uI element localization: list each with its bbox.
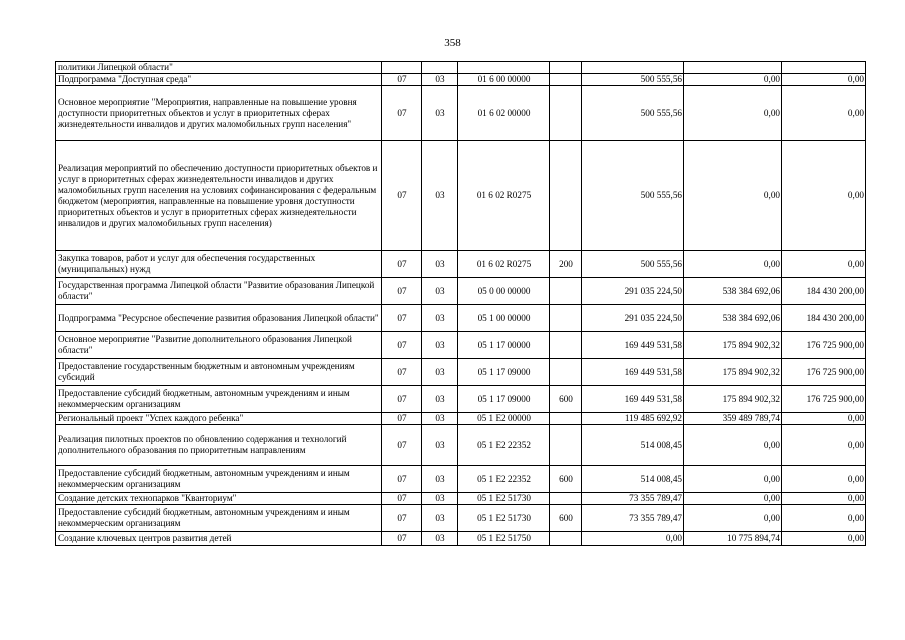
- glavn-code: 07: [382, 141, 422, 251]
- table-row: [56, 413, 866, 425]
- target-article-code: [458, 62, 550, 74]
- glavn-code: 07: [382, 413, 422, 425]
- glavn-code: 07: [382, 332, 422, 359]
- page-number: 358: [444, 37, 461, 49]
- table-row: [56, 251, 866, 278]
- target-article-code: 05 1 E2 51750: [458, 532, 550, 546]
- amount-year-2: 0,00: [684, 141, 782, 251]
- amount-year-1: 500 555,56: [582, 86, 684, 141]
- table-row: [56, 74, 866, 86]
- amount-year-2: 10 775 894,74: [684, 532, 782, 546]
- section-code: 03: [422, 86, 458, 141]
- section-code: 03: [422, 466, 458, 493]
- glavn-code: 07: [382, 278, 422, 305]
- table-row: [56, 359, 866, 386]
- expense-type-code: [550, 532, 582, 546]
- row-name: Создание ключевых центров развития детей: [56, 532, 382, 546]
- amount-year-3: 0,00: [782, 413, 866, 425]
- amount-year-1: [582, 62, 684, 74]
- expense-type-code: [550, 86, 582, 141]
- section-code: 03: [422, 251, 458, 278]
- target-article-code: 05 1 E2 22352: [458, 425, 550, 466]
- target-article-code: 01 6 02 R0275: [458, 141, 550, 251]
- table-row: [56, 466, 866, 493]
- amount-year-3: 176 725 900,00: [782, 359, 866, 386]
- amount-year-1: 169 449 531,58: [582, 332, 684, 359]
- amount-year-2: 0,00: [684, 74, 782, 86]
- amount-year-3: 0,00: [782, 86, 866, 141]
- row-name: Подпрограмма "Доступная среда": [56, 74, 382, 86]
- target-article-code: 05 0 00 00000: [458, 278, 550, 305]
- amount-year-1: 291 035 224,50: [582, 278, 684, 305]
- table-row: [56, 86, 866, 141]
- expense-type-code: 600: [550, 466, 582, 493]
- glavn-code: 07: [382, 466, 422, 493]
- amount-year-2: 0,00: [684, 505, 782, 532]
- section-code: 03: [422, 332, 458, 359]
- amount-year-3: 0,00: [782, 466, 866, 493]
- glavn-code: [382, 62, 422, 74]
- expense-type-code: [550, 278, 582, 305]
- expense-type-code: [550, 74, 582, 86]
- expense-type-code: [550, 493, 582, 505]
- section-code: 03: [422, 493, 458, 505]
- row-name: Создание детских технопарков "Кванториум": [56, 493, 382, 505]
- expense-type-code: [550, 305, 582, 332]
- target-article-code: 01 6 02 R0275: [458, 251, 550, 278]
- amount-year-1: 500 555,56: [582, 251, 684, 278]
- amount-year-2: 175 894 902,32: [684, 359, 782, 386]
- glavn-code: 07: [382, 305, 422, 332]
- amount-year-2: 0,00: [684, 493, 782, 505]
- amount-year-2: 0,00: [684, 425, 782, 466]
- table-row: [56, 278, 866, 305]
- amount-year-3: 0,00: [782, 493, 866, 505]
- glavn-code: 07: [382, 493, 422, 505]
- row-name: Предоставление государственным бюджетным и автономным учреждениям субсидий: [56, 359, 382, 386]
- amount-year-1: 73 355 789,47: [582, 493, 684, 505]
- table-row: [56, 141, 866, 251]
- amount-year-1: 291 035 224,50: [582, 305, 684, 332]
- row-name: Государственная программа Липецкой области "Развитие образования Липецкой области": [56, 278, 382, 305]
- amount-year-3: 184 430 200,00: [782, 305, 866, 332]
- amount-year-1: 119 485 692,92: [582, 413, 684, 425]
- amount-year-2: 538 384 692,06: [684, 305, 782, 332]
- amount-year-3: [782, 62, 866, 74]
- table-row: [56, 305, 866, 332]
- table-row: [56, 332, 866, 359]
- amount-year-3: 0,00: [782, 251, 866, 278]
- expense-type-code: 200: [550, 251, 582, 278]
- section-code: 03: [422, 413, 458, 425]
- target-article-code: 01 6 02 00000: [458, 86, 550, 141]
- glavn-code: 07: [382, 386, 422, 413]
- row-name: Предоставление субсидий бюджетным, автономным учреждениям и иным некоммерческим организациям: [56, 466, 382, 493]
- amount-year-3: 184 430 200,00: [782, 278, 866, 305]
- section-code: [422, 62, 458, 74]
- amount-year-3: 0,00: [782, 74, 866, 86]
- table-row: [56, 505, 866, 532]
- row-name: Предоставление субсидий бюджетным, автономным учреждениям и иным некоммерческим организациям: [56, 386, 382, 413]
- target-article-code: 05 1 17 00000: [458, 332, 550, 359]
- expense-type-code: [550, 359, 582, 386]
- row-name: Региональный проект "Успех каждого ребенка": [56, 413, 382, 425]
- table-row: [56, 532, 866, 546]
- amount-year-3: 0,00: [782, 425, 866, 466]
- glavn-code: 07: [382, 74, 422, 86]
- amount-year-3: 176 725 900,00: [782, 386, 866, 413]
- section-code: 03: [422, 141, 458, 251]
- expense-type-code: [550, 425, 582, 466]
- expense-type-code: [550, 413, 582, 425]
- expense-type-code: [550, 332, 582, 359]
- table-row: [56, 62, 866, 74]
- amount-year-2: 175 894 902,32: [684, 332, 782, 359]
- glavn-code: 07: [382, 425, 422, 466]
- target-article-code: 05 1 E2 51730: [458, 493, 550, 505]
- target-article-code: 05 1 E2 22352: [458, 466, 550, 493]
- amount-year-1: 73 355 789,47: [582, 505, 684, 532]
- table-row: [56, 493, 866, 505]
- amount-year-2: 538 384 692,06: [684, 278, 782, 305]
- section-code: 03: [422, 359, 458, 386]
- target-article-code: 05 1 17 09000: [458, 359, 550, 386]
- glavn-code: 07: [382, 86, 422, 141]
- glavn-code: 07: [382, 505, 422, 532]
- amount-year-2: 0,00: [684, 466, 782, 493]
- expense-type-code: [550, 62, 582, 74]
- amount-year-2: 0,00: [684, 86, 782, 141]
- row-name: Закупка товаров, работ и услуг для обеспечения государственных (муниципальных) нужд: [56, 251, 382, 278]
- target-article-code: 01 6 00 00000: [458, 74, 550, 86]
- amount-year-2: 175 894 902,32: [684, 386, 782, 413]
- amount-year-1: 169 449 531,58: [582, 386, 684, 413]
- amount-year-3: 0,00: [782, 505, 866, 532]
- amount-year-2: 359 489 789,74: [684, 413, 782, 425]
- section-code: 03: [422, 305, 458, 332]
- expense-type-code: 600: [550, 505, 582, 532]
- expense-type-code: [550, 141, 582, 251]
- row-name: политики Липецкой области": [56, 62, 382, 74]
- target-article-code: 05 1 17 09000: [458, 386, 550, 413]
- amount-year-3: 0,00: [782, 532, 866, 546]
- section-code: 03: [422, 425, 458, 466]
- expense-type-code: 600: [550, 386, 582, 413]
- amount-year-1: 514 008,45: [582, 425, 684, 466]
- section-code: 03: [422, 386, 458, 413]
- row-name: Реализация мероприятий по обеспечению доступности приоритетных объектов и услуг в приоритетных сферах жизнедеятельности инвалидов и других маломобильных групп населения на условиях софинансирования с федеральным бюджетом (мероприятия, направленные на повышение уровня доступности приоритетных объектов и услуг в приоритетных сферах жизнедеятельности инвалидов и других маломобильных групп населения): [56, 141, 382, 251]
- amount-year-2: 0,00: [684, 251, 782, 278]
- table-row: [56, 425, 866, 466]
- section-code: 03: [422, 278, 458, 305]
- amount-year-1: 0,00: [582, 532, 684, 546]
- amount-year-2: [684, 62, 782, 74]
- glavn-code: 07: [382, 359, 422, 386]
- section-code: 03: [422, 532, 458, 546]
- glavn-code: 07: [382, 532, 422, 546]
- target-article-code: 05 1 E2 51730: [458, 505, 550, 532]
- row-name: Реализация пилотных проектов по обновлению содержания и технологий дополнительного образования по приоритетным направлениям: [56, 425, 382, 466]
- amount-year-3: 0,00: [782, 141, 866, 251]
- amount-year-1: 169 449 531,58: [582, 359, 684, 386]
- row-name: Основное мероприятие "Мероприятия, направленные на повышение уровня доступности приоритетных объектов и услуг в приоритетных сферах жизнедеятельности инвалидов и других маломобильных групп населения": [56, 86, 382, 141]
- section-code: 03: [422, 505, 458, 532]
- section-code: 03: [422, 74, 458, 86]
- amount-year-1: 500 555,56: [582, 141, 684, 251]
- target-article-code: 05 1 00 00000: [458, 305, 550, 332]
- glavn-code: 07: [382, 251, 422, 278]
- table-row: [56, 386, 866, 413]
- row-name: Основное мероприятие "Развитие дополнительного образования Липецкой области": [56, 332, 382, 359]
- row-name: Предоставление субсидий бюджетным, автономным учреждениям и иным некоммерческим организациям: [56, 505, 382, 532]
- target-article-code: 05 1 E2 00000: [458, 413, 550, 425]
- amount-year-1: 514 008,45: [582, 466, 684, 493]
- row-name: Подпрограмма "Ресурсное обеспечение развития образования Липецкой области": [56, 305, 382, 332]
- budget-table: [55, 61, 866, 546]
- amount-year-1: 500 555,56: [582, 74, 684, 86]
- amount-year-3: 176 725 900,00: [782, 332, 866, 359]
